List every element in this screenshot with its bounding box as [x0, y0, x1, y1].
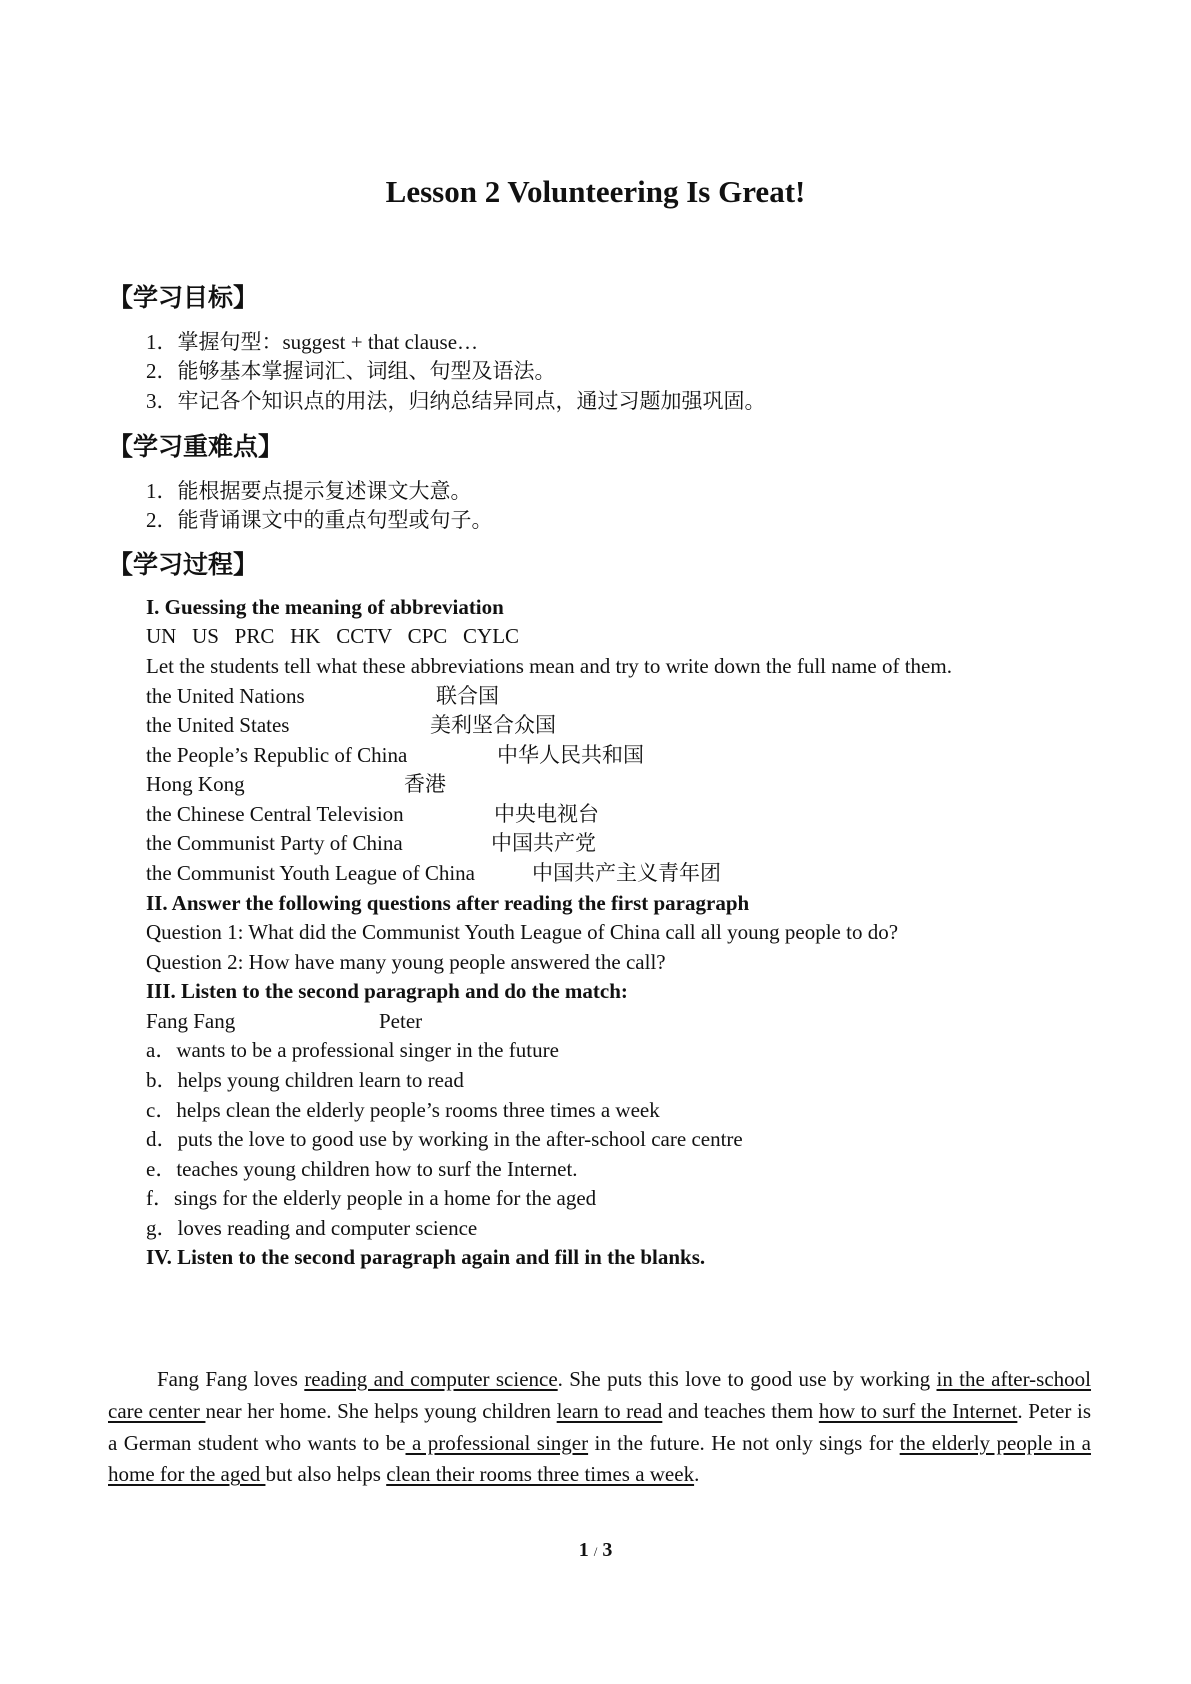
abbr-english: the Chinese Central Television	[146, 802, 404, 826]
document-title: Lesson 2 Volunteering Is Great!	[385, 174, 806, 209]
answer-blank: in the after-school care center	[108, 1367, 1092, 1423]
match-name-peter: Peter	[379, 1009, 423, 1033]
paragraph-text: and teaches them	[662, 1398, 819, 1423]
abbr-chinese: 中央电视台	[494, 802, 599, 826]
paragraph-text: in the future. He not only sings for	[588, 1430, 900, 1455]
part2-heading: II. Answer the following questions after reading the first paragraph	[146, 891, 750, 915]
question-item: Question 2: How have many young people answered the call?	[146, 950, 666, 974]
abbr-chinese: 香港	[404, 772, 446, 796]
abbr-english: the People’s Republic of China	[146, 743, 408, 767]
answer-blank: the elderly people in a home for the aged	[108, 1430, 1091, 1487]
section-heading-objectives: 【学习目标】	[108, 283, 259, 312]
answer-blank: reading and computer science	[304, 1367, 558, 1391]
part4-heading: IV. Listen to the second paragraph again and fill in the blanks.	[146, 1245, 706, 1269]
abbr-english: the United Nations	[146, 684, 305, 708]
abbr-english: the Communist Party of China	[146, 831, 403, 855]
abbreviation-list: UN US PRC HK CCTV CPC CYLC	[146, 624, 520, 648]
part3-heading: III. Listen to the second paragraph and do the match:	[146, 979, 628, 1003]
paragraph-text: . Peter is a German student who wants to be	[108, 1398, 1091, 1455]
page-number	[0, 1536, 1191, 1566]
abbr-chinese: 美利坚合众国	[430, 713, 556, 737]
key-point-item: 2．能背诵课文中的重点句型或句子。	[146, 508, 493, 532]
answer-blank: a professional singer	[405, 1430, 589, 1455]
part1-instruction: Let the students tell what these abbreviations mean and try to write down the full name of them.	[146, 654, 952, 678]
abbr-english: the Communist Youth League of China	[146, 861, 475, 885]
abbr-chinese: 中国共产主义青年团	[532, 861, 721, 885]
section-heading-key-points: 【学习重难点】	[108, 432, 284, 461]
match-item: f．sings for the elderly people in a home for the aged	[146, 1186, 597, 1210]
match-item: d．puts the love to good use by working in the after-school care centre	[146, 1127, 743, 1151]
abbr-chinese: 中华人民共和国	[497, 743, 644, 767]
match-item: c．helps clean the elderly people’s rooms three times a week	[146, 1098, 660, 1122]
match-name-fangfang: Fang Fang	[146, 1009, 236, 1033]
abbr-english: the United States	[146, 713, 290, 737]
part1-heading: I. Guessing the meaning of abbreviation	[146, 595, 504, 619]
objective-item: 2．能够基本掌握词汇、词组、句型及语法。	[146, 359, 556, 383]
answer-blank: how to surf the Internet	[818, 1398, 1018, 1423]
match-item: e．teaches young children how to surf the Internet.	[146, 1157, 578, 1181]
current-page: 1	[578, 1539, 589, 1561]
paragraph-text: Fang Fang loves	[157, 1367, 305, 1391]
page-separator: /	[593, 1544, 598, 1559]
answer-blank: learn to read	[556, 1398, 663, 1423]
abbr-chinese: 中国共产党	[491, 831, 596, 855]
match-item: a．wants to be a professional singer in the future	[146, 1038, 559, 1062]
paragraph-text: . She puts this love to good use by working	[557, 1367, 937, 1391]
key-point-item: 1．能根据要点提示复述课文大意。	[146, 479, 472, 503]
match-item: b．helps young children learn to read	[146, 1068, 464, 1092]
match-item: g．loves reading and computer science	[146, 1216, 478, 1240]
abbr-english: Hong Kong	[146, 772, 245, 796]
section-heading-process: 【学习过程】	[108, 550, 259, 579]
paragraph-text: but also helps	[265, 1462, 387, 1487]
fill-in-paragraph	[108, 1364, 1091, 1491]
objective-item: 3．牢记各个知识点的用法，归纳总结异同点，通过习题加强巩固。	[146, 389, 766, 413]
abbr-chinese: 联合国	[436, 684, 499, 708]
total-pages: 3	[602, 1539, 613, 1561]
paragraph-text: near her home. She helps young children	[205, 1398, 557, 1423]
paragraph-text: .	[694, 1462, 700, 1487]
question-item: Question 1: What did the Communist Youth League of China call all young people to do?	[146, 920, 899, 944]
objective-item: 1．掌握句型：suggest + that clause…	[146, 330, 479, 354]
answer-blank: clean their rooms three times a week	[386, 1462, 695, 1487]
